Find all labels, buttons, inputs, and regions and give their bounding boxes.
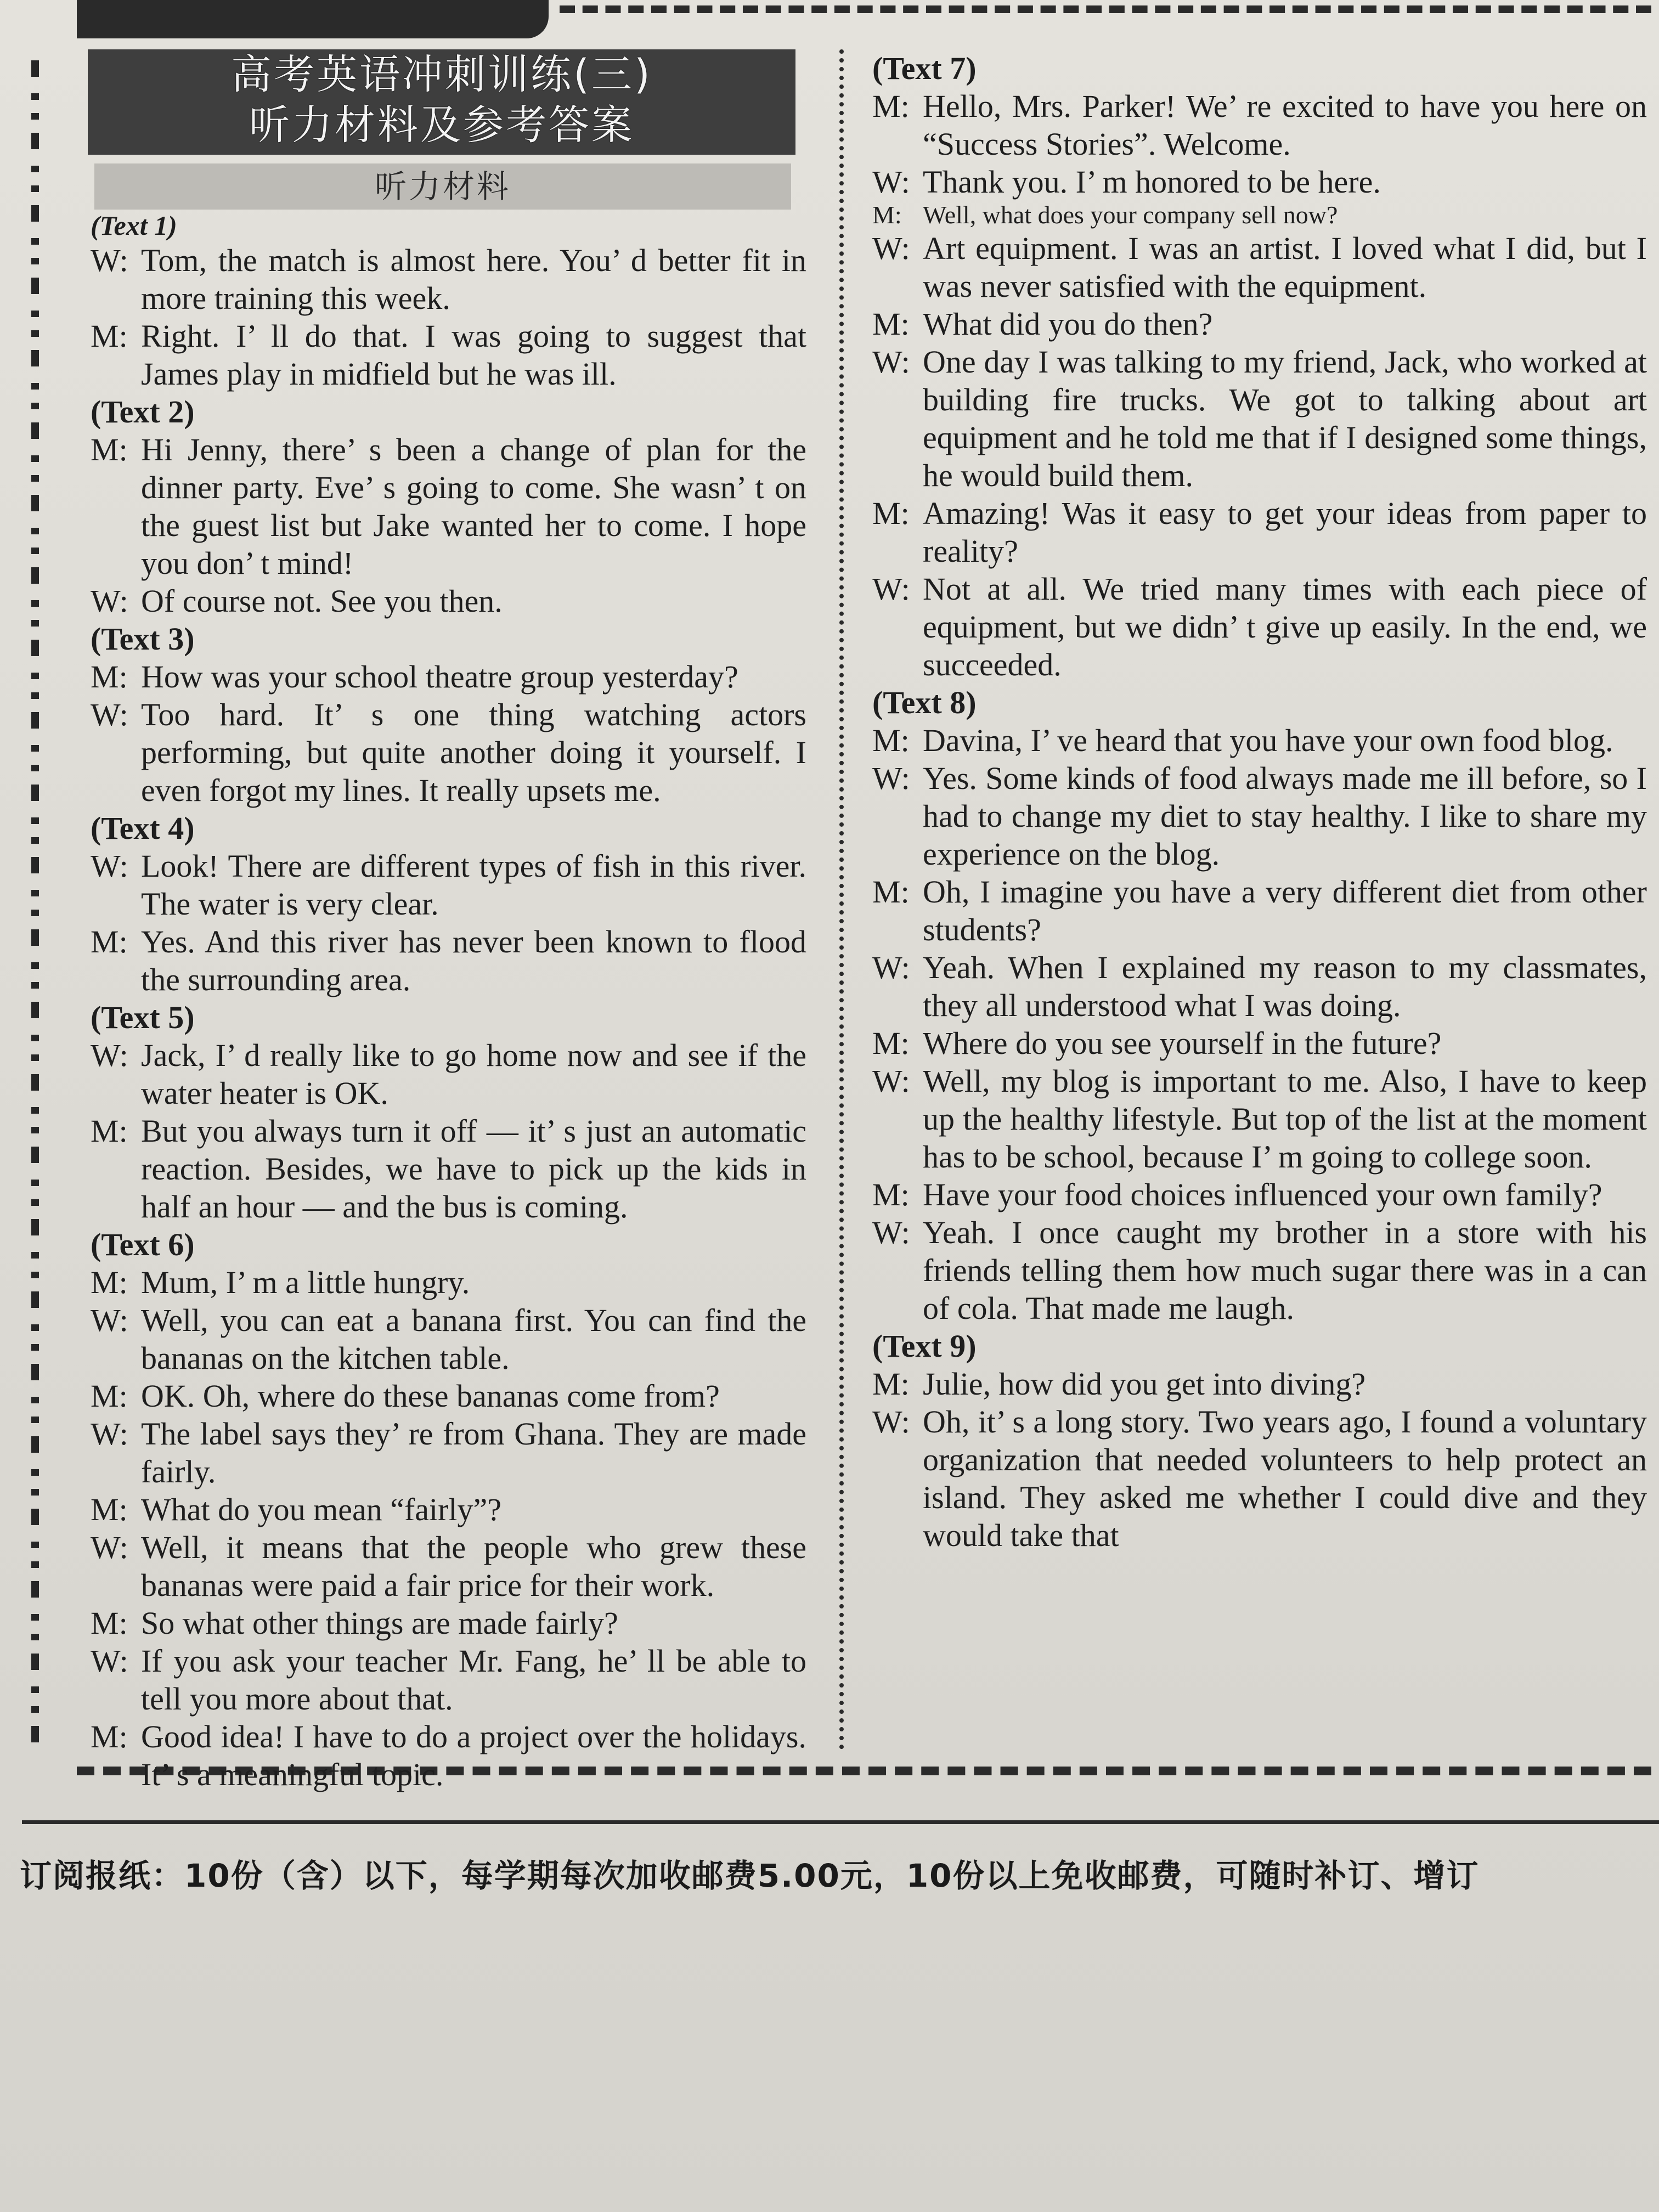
dialogue-text: The label says they’ re from Ghana. They are made fairly. (141, 1416, 806, 1489)
dialogue-line (872, 305, 1647, 343)
speaker-label: M: (872, 723, 910, 758)
speaker-label: W: (91, 1302, 128, 1338)
dialogue-text: Mum, I’ m a little hungry. (141, 1265, 470, 1300)
speaker-label: M: (91, 318, 128, 354)
dialogue-text: How was your school theatre group yesterday? (141, 659, 738, 695)
dialogue-text: Tom, the match is almost here. You’ d better fit in more training this week. (141, 242, 806, 316)
title-line-2: 听力材料及参考答案 (249, 101, 634, 149)
dialogue-text: Well, what does your company sell now? (923, 201, 1338, 229)
left-dotted-border (25, 60, 45, 1756)
dialogue-text: Well, it means that the people who grew these bananas were paid a fair price for their work. (141, 1530, 806, 1603)
speaker-label: W: (872, 1063, 910, 1099)
dialogue-text: What did you do then? (923, 306, 1213, 342)
dialogue-line (91, 658, 806, 696)
speaker-label: W: (91, 1530, 128, 1565)
text-heading: (Text 8) (872, 685, 977, 720)
speaker-label: W: (872, 1404, 910, 1440)
speaker-label: M: (91, 1492, 128, 1527)
dialogue-text: Well, my blog is important to me. Also, I have to keep up the healthy lifestyle. But top of the list at the moment has to be school, because I’ m going to college soon. (923, 1063, 1647, 1175)
speaker-label: W: (91, 697, 128, 732)
top-dotted-border (560, 5, 1651, 24)
section-title: 听力材料 (94, 163, 791, 210)
dialogue-line (872, 201, 1647, 229)
top-banner-decoration (77, 0, 549, 38)
dialogue-line (91, 923, 806, 998)
dialogue-line (91, 1263, 806, 1301)
speaker-label: W: (91, 1037, 128, 1073)
dialogue-text: OK. Oh, where do these bananas come from? (141, 1378, 720, 1414)
dialogue-text: Hello, Mrs. Parker! We’ re excited to have you here on “Success Stories”. Welcome. (923, 88, 1647, 162)
speaker-label: W: (872, 571, 910, 607)
text-heading: (Text 4) (91, 810, 195, 846)
text-heading: (Text 5) (91, 1000, 195, 1035)
dialogue-text: Right. I’ ll do that. I was going to suggest that James play in midfield but he was ill. (141, 318, 806, 392)
dialogue-text: Too hard. It’ s one thing watching actors performing, but quite another doing it yourself. I even forgot my lines. It really upsets me. (141, 697, 806, 808)
dialogue-line (91, 582, 806, 620)
dialogue-line (91, 1112, 806, 1226)
speaker-label: M: (91, 924, 128, 960)
speaker-label: W: (872, 230, 910, 266)
title-box (88, 49, 795, 155)
speaker-label: M: (91, 1719, 128, 1754)
dialogue-text: Not at all. We tried many times with each piece of equipment, but we didn’ t give up easily. In the end, we succeeded. (923, 571, 1647, 682)
dialogue-text: Art equipment. I was an artist. I loved what I did, but I was never satisfied with the equipment. (923, 230, 1647, 304)
speaker-label: W: (91, 583, 128, 619)
dialogue-text: Amazing! Was it easy to get your ideas from paper to reality? (923, 495, 1647, 569)
dialogue-text: Good idea! I have to do a project over the holidays. It’ s a meaningful topic. (141, 1719, 806, 1792)
speaker-label: M: (872, 1177, 910, 1212)
right-column-transcript (872, 49, 1647, 1554)
dialogue-line (91, 1528, 806, 1604)
speaker-label: M: (91, 1113, 128, 1149)
dialogue-line (91, 1718, 806, 1793)
dialogue-line (872, 343, 1647, 494)
dialogue-text: Where do you see yourself in the future? (923, 1025, 1442, 1061)
dialogue-text: Yeah. When I explained my reason to my classmates, they all understood what I was doing. (923, 950, 1647, 1023)
dialogue-text: Julie, how did you get into diving? (923, 1366, 1366, 1402)
speaker-label: W: (872, 1215, 910, 1250)
dialogue-line (872, 1403, 1647, 1554)
dialogue-text: Hi Jenny, there’ s been a change of plan for the dinner party. Eve’ s going to come. She wasn’ t on the guest list but Jake wanted her to come. I hope you don’ t mind! (141, 432, 806, 581)
speaker-label: M: (872, 1025, 910, 1061)
dialogue-line (91, 1642, 806, 1718)
title-line-1: 高考英语冲刺训练(三) (231, 51, 652, 98)
speaker-label: W: (91, 848, 128, 884)
dialogue-line (91, 1491, 806, 1528)
dialogue-text: Oh, I imagine you have a very different diet from other students? (923, 874, 1647, 947)
speaker-label: M: (91, 1265, 128, 1300)
speaker-label: M: (872, 306, 910, 342)
dialogue-line (872, 229, 1647, 305)
dialogue-line (91, 431, 806, 582)
dialogue-text: Have your food choices influenced your own family? (923, 1177, 1602, 1212)
dialogue-text: Yes. And this river has never been known to flood the surrounding area. (141, 924, 806, 997)
column-divider (839, 49, 844, 1750)
speaker-label: M: (872, 874, 910, 910)
dialogue-text: Of course not. See you then. (141, 583, 503, 619)
dialogue-text: Yeah. I once caught my brother in a store with his friends telling them how much sugar there was in a can of cola. That made me laugh. (923, 1215, 1647, 1326)
dialogue-text: Thank you. I’ m honored to be here. (923, 164, 1381, 200)
dialogue-text: Oh, it’ s a long story. Two years ago, I found a voluntary organization that needed volunteers to help protect an island. They asked me whether I could dive and they would take that (923, 1404, 1647, 1553)
text-heading: (Text 7) (872, 50, 977, 86)
speaker-label: M: (91, 659, 128, 695)
dialogue-line (91, 1036, 806, 1112)
speaker-label: W: (91, 1643, 128, 1679)
dialogue-line (91, 1377, 806, 1415)
dialogue-text: One day I was talking to my friend, Jack, who worked at building fire trucks. We got to talking about art equipment and he told me that if I designed some things, he would build them. (923, 344, 1647, 493)
subscription-footer: 订阅报纸：10份（含）以下，每学期每次加收邮费5.00元，10份以上免收邮费，可随时补订、增订 (20, 1857, 1480, 1894)
dialogue-text: What do you mean “fairly”? (141, 1492, 502, 1527)
left-column-transcript (91, 210, 806, 1793)
dialogue-line (872, 570, 1647, 684)
dialogue-line (872, 1024, 1647, 1062)
speaker-label: W: (872, 950, 910, 985)
dialogue-line (872, 873, 1647, 949)
dialogue-text: Davina, I’ ve heard that you have your own food blog. (923, 723, 1613, 758)
dialogue-line (872, 949, 1647, 1024)
dialogue-line (91, 317, 806, 393)
speaker-label: W: (872, 760, 910, 796)
speaker-label: M: (91, 1378, 128, 1414)
speaker-label: W: (91, 1416, 128, 1452)
speaker-label: W: (91, 242, 128, 278)
dialogue-text: So what other things are made fairly? (141, 1605, 618, 1641)
dialogue-text: Yes. Some kinds of food always made me ill before, so I had to change my diet to stay healthy. I like to share my experience on the blog. (923, 760, 1647, 872)
text-heading: (Text 2) (91, 394, 195, 430)
dialogue-line (91, 241, 806, 317)
dialogue-line (872, 721, 1647, 759)
text-heading: (Text 1) (91, 210, 177, 241)
dialogue-line (91, 1301, 806, 1377)
speaker-label: M: (872, 88, 910, 124)
dialogue-line (872, 1214, 1647, 1327)
text-heading: (Text 3) (91, 621, 195, 657)
dialogue-line (91, 1415, 806, 1491)
speaker-label: M: (872, 495, 910, 531)
dialogue-line (872, 494, 1647, 570)
dialogue-line (872, 1176, 1647, 1214)
text-heading: (Text 9) (872, 1328, 977, 1364)
dialogue-line (872, 1062, 1647, 1176)
speaker-label: W: (872, 164, 910, 200)
speaker-label: M: (91, 1605, 128, 1641)
dialogue-line (872, 87, 1647, 163)
dialogue-line (872, 1365, 1647, 1403)
dialogue-text: If you ask your teacher Mr. Fang, he’ ll be able to tell you more about that. (141, 1643, 806, 1717)
speaker-label: W: (872, 344, 910, 380)
dialogue-text: Jack, I’ d really like to go home now and see if the water heater is OK. (141, 1037, 806, 1111)
dialogue-text: But you always turn it off — it’ s just an automatic reaction. Besides, we have to pick up the kids in half an hour — and the bus is coming. (141, 1113, 806, 1224)
dialogue-line (91, 696, 806, 809)
dialogue-line (872, 163, 1647, 201)
dialogue-line (91, 847, 806, 923)
dialogue-text: Look! There are different types of fish in this river. The water is very clear. (141, 848, 806, 922)
dialogue-line (91, 1604, 806, 1642)
dialogue-line (872, 759, 1647, 873)
speaker-label: M: (872, 201, 902, 229)
speaker-label: M: (872, 1366, 910, 1402)
footer-rule (22, 1820, 1659, 1824)
speaker-label: M: (91, 432, 128, 467)
text-heading: (Text 6) (91, 1227, 195, 1262)
dialogue-text: Well, you can eat a banana first. You can find the bananas on the kitchen table. (141, 1302, 806, 1376)
